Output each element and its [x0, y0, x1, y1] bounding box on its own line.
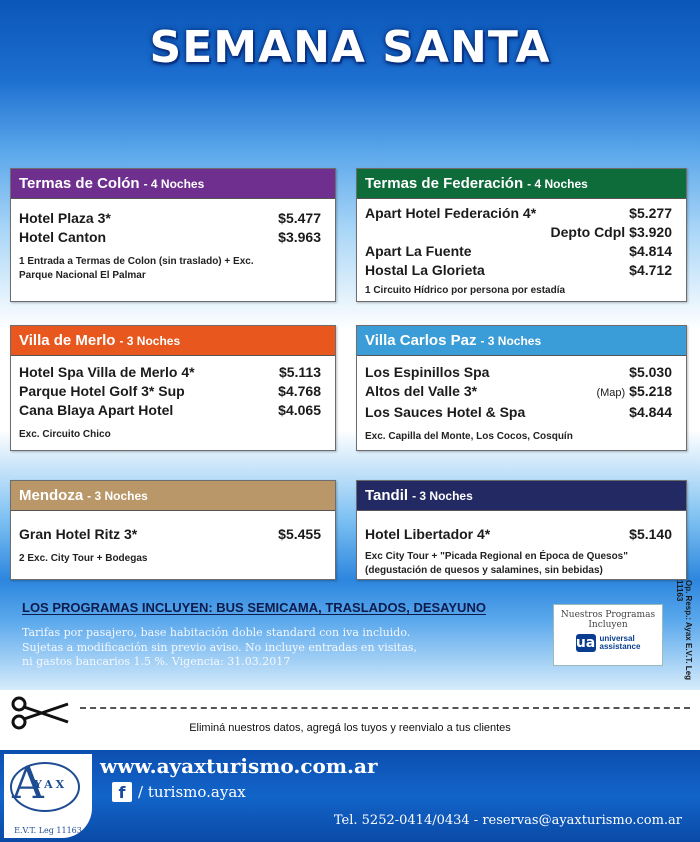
hotel-note: (Map)	[596, 387, 626, 399]
cut-line	[80, 707, 690, 709]
hotel-price: $4.768	[278, 383, 321, 399]
card-header	[357, 481, 686, 511]
card-description: Exc. Capilla del Monte, Los Cocos, Cosquín	[365, 431, 573, 442]
hotel-row	[365, 525, 672, 544]
hotel-name: Gran Hotel Ritz 3*	[19, 526, 138, 542]
cut-instruction: Eliminá nuestros datos, agregá los tuyos y reenvialo a tus clientes	[189, 722, 511, 734]
card-header	[11, 169, 335, 199]
fine-print-line: ni gastos bancarios 1.5 %. Vigencia: 31.03.2017	[22, 655, 291, 668]
fine-print-line: Tarifas por pasajero, base habitación doble standard con iva incluido.	[22, 626, 411, 639]
card-mendoza	[10, 480, 336, 580]
hotel-name: Hotel Plaza 3*	[19, 210, 111, 226]
ua-brand-line: universal	[599, 634, 635, 643]
ua-logo-icon: ua	[575, 635, 596, 651]
destination-name: Termas de Colón	[19, 175, 140, 192]
hotel-price: $5.455	[278, 526, 321, 542]
card-description: 2 Exc. City Tour + Bodegas	[19, 553, 148, 564]
card-header	[11, 326, 335, 356]
footer	[0, 750, 700, 842]
contact-info: Tel. 5252-0414/0434 - reservas@ayaxturismo.com.ar	[333, 813, 682, 828]
hotel-price: $5.218	[629, 383, 672, 399]
nights-label: - 4 Noches	[143, 176, 205, 191]
facebook-link[interactable]	[112, 782, 246, 802]
hotel-price: $4.712	[629, 262, 672, 278]
hotel-row	[19, 228, 321, 247]
hotel-row	[365, 382, 672, 403]
card-description: Exc City Tour + "Picada Regional en Época de Quesos"	[365, 551, 628, 562]
nights-label: - 3 Noches	[480, 333, 542, 348]
destination-name: Termas de Federación	[365, 175, 524, 192]
hotel-row	[365, 363, 672, 382]
hotel-row	[19, 525, 321, 544]
card-header	[357, 169, 686, 199]
hotel-name: Los Sauces Hotel & Spa	[365, 404, 526, 420]
side-legal-text: Op. Resp.: Ayax E.V.T. Leg 11163	[675, 580, 693, 681]
universal-assistance-badge	[553, 604, 663, 666]
hotel-price: $5.113	[278, 364, 321, 380]
website-link[interactable]: www.ayaxturismo.com.ar	[100, 754, 378, 778]
hotel-price: $4.844	[629, 404, 672, 420]
hotel-price: $3.963	[278, 229, 321, 245]
logo-leg: E.V.T. Leg 11163	[14, 826, 82, 835]
card-description: Exc. Circuito Chico	[19, 429, 111, 440]
hotel-name: Cana Blaya Apart Hotel	[19, 402, 174, 418]
hotel-row	[365, 223, 672, 242]
card-header	[11, 481, 335, 511]
card-description: 1 Circuito Hídrico por persona por estadía	[365, 285, 566, 296]
card-body	[357, 511, 686, 578]
badge-caption: Incluyen	[588, 620, 628, 630]
facebook-handle: / turismo.ayax	[138, 783, 246, 801]
facebook-icon: f	[112, 782, 132, 802]
ua-logo-text	[600, 635, 641, 651]
hotel-row	[19, 209, 321, 228]
card-villa-de-merlo	[10, 325, 336, 451]
hotel-name: Hotel Spa Villa de Merlo 4*	[19, 364, 195, 380]
hotel-row	[19, 363, 321, 382]
nights-label: - 4 Noches	[527, 176, 588, 191]
includes-heading: LOS PROGRAMAS INCLUYEN: BUS SEMICAMA, TRASLADOS, DESAYUNO	[22, 600, 486, 615]
hotel-name: Hotel Libertador 4*	[365, 526, 491, 542]
cut-zone	[0, 690, 700, 750]
destination-name: Mendoza	[19, 487, 84, 504]
badge-caption: Nuestros Programas	[560, 610, 656, 620]
card-header	[357, 326, 686, 356]
page-title: SEMANA SANTA	[149, 22, 551, 73]
ayax-logo	[4, 754, 92, 838]
destination-name: Villa Carlos Paz	[365, 332, 477, 349]
nights-label: - 3 Noches	[87, 488, 148, 503]
hotel-name: Hotel Canton	[19, 229, 107, 245]
destination-name: Tandil	[365, 487, 409, 504]
card-description: (degustación de quesos y salamines, sin bebidas)	[365, 565, 603, 576]
hotel-price: $5.140	[629, 526, 672, 542]
destination-name: Villa de Merlo	[19, 332, 116, 349]
hotel-price: $3.920	[629, 224, 672, 240]
logo-letter: A	[12, 758, 44, 809]
hotel-row	[19, 382, 321, 401]
card-body	[11, 356, 335, 442]
logo-text: YAX	[34, 778, 68, 791]
hotel-price: $5.277	[629, 205, 672, 221]
hotel-name: Altos del Valle 3*	[365, 383, 478, 399]
ua-brand-line: assistance	[599, 642, 641, 651]
card-villa-carlos-paz	[356, 325, 687, 451]
card-body	[357, 199, 686, 298]
nights-label: - 3 Noches	[119, 333, 181, 348]
card-tandil	[356, 480, 687, 580]
hotel-row	[365, 403, 672, 422]
hotel-name: Apart Hotel Federación 4*	[365, 205, 537, 221]
universal-assistance-logo	[554, 634, 662, 652]
hotel-name: Los Espinillos Spa	[365, 364, 490, 380]
hotel-row	[19, 401, 321, 420]
hotel-name: Parque Hotel Golf 3* Sup	[19, 383, 185, 399]
card-termas-de-federacion	[356, 168, 687, 302]
hotel-price: $4.065	[278, 402, 321, 418]
card-termas-de-colon	[10, 168, 336, 302]
card-body	[11, 199, 335, 283]
hotel-price: $5.477	[278, 210, 321, 226]
hotel-name: Apart La Fuente	[365, 243, 472, 259]
hotel-row	[365, 242, 672, 261]
card-description: 1 Entrada a Termas de Colon (sin traslado) + Exc. Parque Nacional El Palmar	[19, 256, 254, 281]
nights-label: - 3 Noches	[412, 488, 473, 503]
fine-print-line: Sujetas a modificación sin previo aviso. No incluye entradas en visitas,	[22, 640, 418, 654]
hotel-name: Depto Cdpl	[550, 224, 626, 240]
card-body	[357, 356, 686, 444]
card-body	[11, 511, 335, 566]
hotel-price: $5.030	[629, 364, 672, 380]
hotel-name: Hostal La Glorieta	[365, 262, 485, 278]
hotel-price: $4.814	[629, 243, 672, 259]
hotel-row	[365, 204, 672, 223]
fine-print	[22, 626, 542, 670]
hotel-row	[365, 261, 672, 280]
